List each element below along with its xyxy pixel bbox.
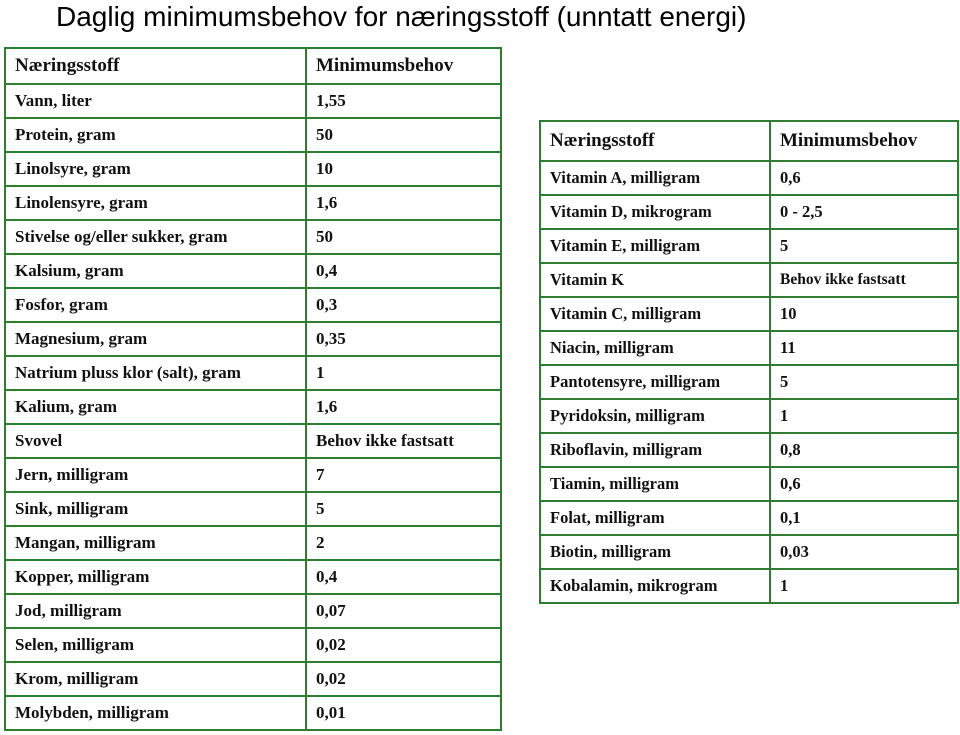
nutrient-name-cell: Niacin, milligram	[540, 331, 770, 365]
requirement-value-cell: 0,3	[306, 288, 501, 322]
requirement-value-cell: 1	[770, 569, 958, 603]
requirement-value-cell: 5	[770, 365, 958, 399]
page-title: Daglig minimumsbehov for næringsstoff (unntatt energi)	[56, 1, 747, 32]
requirement-value-cell: 1,6	[306, 186, 501, 220]
requirement-value-cell: 0,02	[306, 628, 501, 662]
table-row	[540, 569, 958, 603]
nutrient-name-cell: Vann, liter	[5, 84, 306, 118]
nutrient-name-cell: Fosfor, gram	[5, 288, 306, 322]
nutrient-name-cell: Stivelse og/eller sukker, gram	[5, 220, 306, 254]
minerals-table	[4, 47, 502, 731]
nutrient-name-cell: Magnesium, gram	[5, 322, 306, 356]
nutrient-name-cell: Kobalamin, mikrogram	[540, 569, 770, 603]
nutrient-name-cell: Jod, milligram	[5, 594, 306, 628]
requirement-value-cell: 7	[306, 458, 501, 492]
column-header-requirement: Minimumsbehov	[306, 48, 501, 84]
table-row	[540, 229, 958, 263]
table-row	[5, 628, 501, 662]
column-header-requirement: Minimumsbehov	[770, 121, 958, 161]
requirement-value-cell: 0,03	[770, 535, 958, 569]
requirement-value-cell: Behov ikke fastsatt	[306, 424, 501, 458]
nutrient-name-cell: Vitamin E, milligram	[540, 229, 770, 263]
nutrient-name-cell: Kalium, gram	[5, 390, 306, 424]
table-row	[540, 331, 958, 365]
nutrient-name-cell: Linolensyre, gram	[5, 186, 306, 220]
nutrient-name-cell: Kalsium, gram	[5, 254, 306, 288]
table-row	[540, 467, 958, 501]
table-row	[5, 696, 501, 730]
nutrient-name-cell: Folat, milligram	[540, 501, 770, 535]
requirement-value-cell: 0,02	[306, 662, 501, 696]
vitamins-table	[539, 120, 959, 604]
nutrient-name-cell: Protein, gram	[5, 118, 306, 152]
nutrient-name-cell: Pyridoksin, milligram	[540, 399, 770, 433]
requirement-value-cell: 2	[306, 526, 501, 560]
requirement-value-cell: 0,35	[306, 322, 501, 356]
table-row	[5, 118, 501, 152]
nutrient-name-cell: Tiamin, milligram	[540, 467, 770, 501]
nutrient-name-cell: Krom, milligram	[5, 662, 306, 696]
requirement-value-cell: 1	[770, 399, 958, 433]
table-row	[540, 535, 958, 569]
nutrient-name-cell: Natrium pluss klor (salt), gram	[5, 356, 306, 390]
nutrient-name-cell: Svovel	[5, 424, 306, 458]
requirement-value-cell: 50	[306, 220, 501, 254]
table-row	[5, 254, 501, 288]
table-row	[5, 322, 501, 356]
table-row	[5, 220, 501, 254]
table-header-row	[5, 48, 501, 84]
table-row	[5, 492, 501, 526]
nutrient-name-cell: Molybden, milligram	[5, 696, 306, 730]
table-row	[540, 263, 958, 297]
requirement-value-cell: 1	[306, 356, 501, 390]
nutrient-name-cell: Vitamin A, milligram	[540, 161, 770, 195]
table-row	[540, 433, 958, 467]
table-row	[5, 356, 501, 390]
requirement-value-cell: 11	[770, 331, 958, 365]
table-row	[5, 186, 501, 220]
table-row	[540, 399, 958, 433]
requirement-value-cell: 0 - 2,5	[770, 195, 958, 229]
table-row	[540, 195, 958, 229]
requirement-value-cell: 0,1	[770, 501, 958, 535]
nutrient-name-cell: Vitamin K	[540, 263, 770, 297]
table-row	[5, 526, 501, 560]
requirement-value-cell: 0,8	[770, 433, 958, 467]
requirement-value-cell: 0,6	[770, 161, 958, 195]
requirement-value-cell: 0,6	[770, 467, 958, 501]
table-row	[5, 424, 501, 458]
requirement-value-cell: 50	[306, 118, 501, 152]
nutrient-name-cell: Vitamin C, milligram	[540, 297, 770, 331]
table-row	[5, 152, 501, 186]
table-row	[5, 288, 501, 322]
requirement-value-cell: 0,4	[306, 254, 501, 288]
nutrient-name-cell: Linolsyre, gram	[5, 152, 306, 186]
table-row	[540, 365, 958, 399]
table-header-row	[540, 121, 958, 161]
nutrient-name-cell: Riboflavin, milligram	[540, 433, 770, 467]
table-row	[5, 594, 501, 628]
table-row	[5, 560, 501, 594]
table-row	[5, 458, 501, 492]
requirement-value-cell: 0,07	[306, 594, 501, 628]
table-row	[5, 390, 501, 424]
table-row	[5, 662, 501, 696]
table-row	[540, 161, 958, 195]
requirement-value-cell: 1,55	[306, 84, 501, 118]
requirement-value-cell: 5	[306, 492, 501, 526]
column-header-nutrient: Næringsstoff	[5, 48, 306, 84]
nutrient-name-cell: Vitamin D, mikrogram	[540, 195, 770, 229]
nutrient-name-cell: Mangan, milligram	[5, 526, 306, 560]
nutrient-name-cell: Sink, milligram	[5, 492, 306, 526]
requirement-value-cell: 1,6	[306, 390, 501, 424]
nutrient-name-cell: Selen, milligram	[5, 628, 306, 662]
requirement-value-cell: 10	[770, 297, 958, 331]
requirement-value-cell: Behov ikke fastsatt	[770, 263, 958, 297]
table-row	[540, 297, 958, 331]
nutrient-name-cell: Kopper, milligram	[5, 560, 306, 594]
requirement-value-cell: 0,01	[306, 696, 501, 730]
column-header-nutrient: Næringsstoff	[540, 121, 770, 161]
nutrient-name-cell: Pantotensyre, milligram	[540, 365, 770, 399]
table-row	[540, 501, 958, 535]
requirement-value-cell: 10	[306, 152, 501, 186]
table-row	[5, 84, 501, 118]
nutrient-name-cell: Jern, milligram	[5, 458, 306, 492]
requirement-value-cell: 0,4	[306, 560, 501, 594]
nutrient-name-cell: Biotin, milligram	[540, 535, 770, 569]
requirement-value-cell: 5	[770, 229, 958, 263]
